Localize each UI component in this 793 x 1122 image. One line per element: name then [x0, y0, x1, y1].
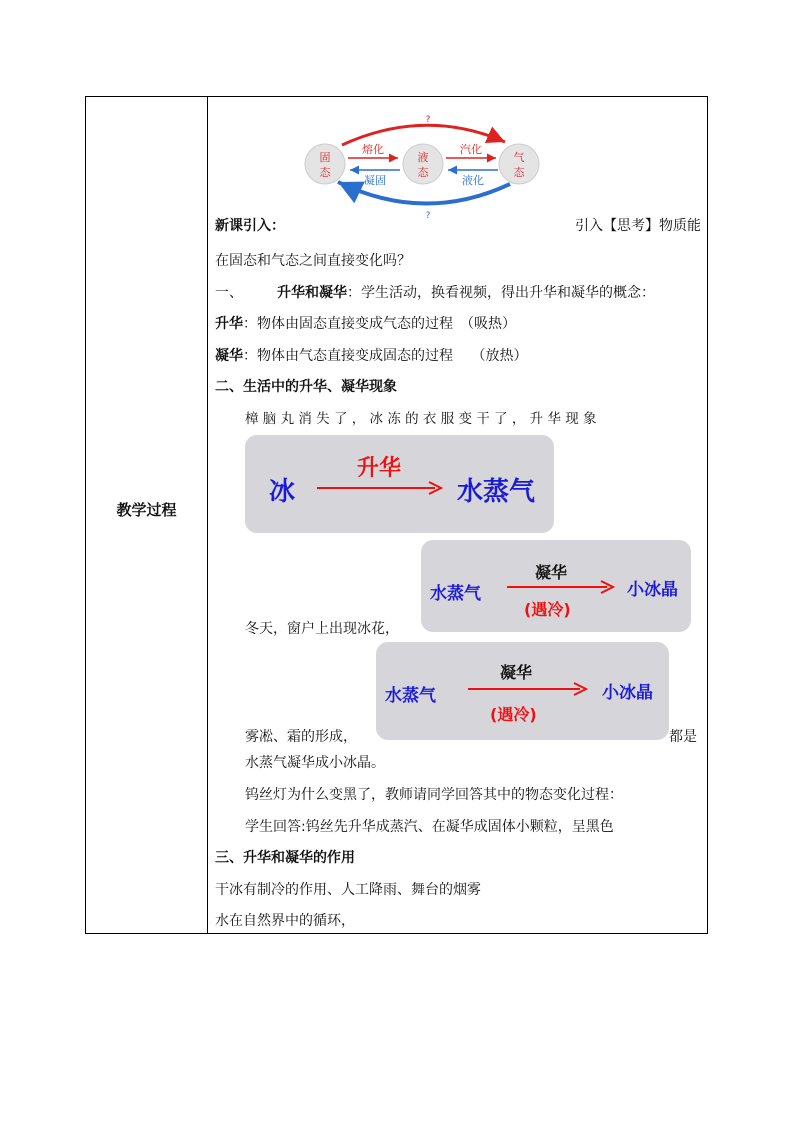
- card2-bottom: (遇冷): [524, 600, 571, 619]
- intro-right-text: 引入【思考】物质能: [575, 218, 701, 234]
- deposition-line: [215, 345, 527, 365]
- vaporizing-label: 汽化: [460, 143, 482, 156]
- sublimation-definition: ：物体由固态直接变成气态的过程 （吸热）: [243, 316, 516, 332]
- all-text: 都是: [669, 729, 697, 745]
- left-cell-label: 教学过程: [116, 501, 177, 519]
- use-line-2: 水在自然界中的循环，: [215, 913, 355, 929]
- question-bottom: ?: [425, 211, 431, 221]
- section1-title: 升华和凝华: [277, 285, 347, 301]
- card2-left: 水蒸气: [430, 584, 481, 604]
- sublimation-term: 升华: [215, 316, 243, 332]
- card1-arrow-label: 升华: [357, 456, 402, 481]
- card1-left: 冰: [269, 477, 296, 507]
- example1-line: 樟 脑 丸 消 失 了 ， 冰 冻 的 衣 服 变 干 了 ， 升 华 现 象: [245, 411, 597, 427]
- solidifying-label: 凝固: [364, 174, 386, 187]
- liquid-label-2: 态: [417, 166, 429, 179]
- card3-right: 小冰晶: [602, 683, 653, 703]
- card3-arrow: [468, 682, 590, 696]
- deposition-card-2: [376, 642, 669, 740]
- gas-label-2: 态: [513, 166, 525, 179]
- deposition-term: 凝华: [215, 348, 243, 364]
- card3-bottom: (遇冷): [490, 705, 537, 724]
- liquid-label-1: 液: [417, 151, 429, 164]
- sublimation-line: [215, 313, 516, 333]
- card3-left: 水蒸气: [385, 686, 436, 706]
- bulb-question: 钨丝灯为什么变黑了，教师请同学回答其中的物态变化过程：: [245, 787, 623, 803]
- card2-top: 凝华: [535, 563, 568, 582]
- card1-right: 水蒸气: [457, 477, 536, 507]
- deposition-definition: ：物体由气态直接变成固态的过程 （放热）: [243, 348, 528, 364]
- deposition-card-1: [421, 540, 691, 632]
- winter-text: 冬天，窗户上出现冰花，: [245, 621, 399, 637]
- section3-title: 三、升华和凝华的作用: [215, 850, 355, 866]
- sublimation-card: [245, 435, 554, 533]
- section1-number: 一、: [215, 285, 243, 301]
- fog-text-2: 水蒸气凝华成小冰晶。: [245, 755, 385, 771]
- solid-label-1: 固: [319, 151, 331, 164]
- use-line-1: 干冰有制冷的作用、人工降雨、舞台的烟雾: [215, 882, 481, 898]
- gas-label-1: 气: [513, 151, 525, 164]
- intro-label: 新课引入：: [215, 218, 285, 234]
- melting-label: 熔化: [362, 143, 384, 156]
- column-divider: [207, 97, 208, 933]
- question-line: 在固态和气态之间直接变化吗？: [215, 253, 411, 269]
- card3-top: 凝华: [500, 663, 533, 682]
- section1-rest: ：学生活动，换看视频，得出升华和凝华的概念：: [347, 285, 655, 301]
- section1-line: [215, 282, 655, 302]
- fog-text: 雾凇、霜的形成，: [245, 729, 357, 745]
- card2-right: 小冰晶: [627, 580, 678, 600]
- liquefying-label: 液化: [462, 174, 484, 187]
- solid-label-2: 态: [319, 166, 331, 179]
- section2-title: 二、生活中的升华、凝华现象: [215, 379, 397, 395]
- bulb-answer: 学生回答:钨丝先升华成蒸汽、在凝华成固体小颗粒，呈黑色: [245, 819, 614, 835]
- card1-arrow: [317, 481, 445, 495]
- card2-arrow: [507, 580, 617, 594]
- question-top: ?: [425, 115, 431, 125]
- state-change-diagram: [300, 112, 550, 224]
